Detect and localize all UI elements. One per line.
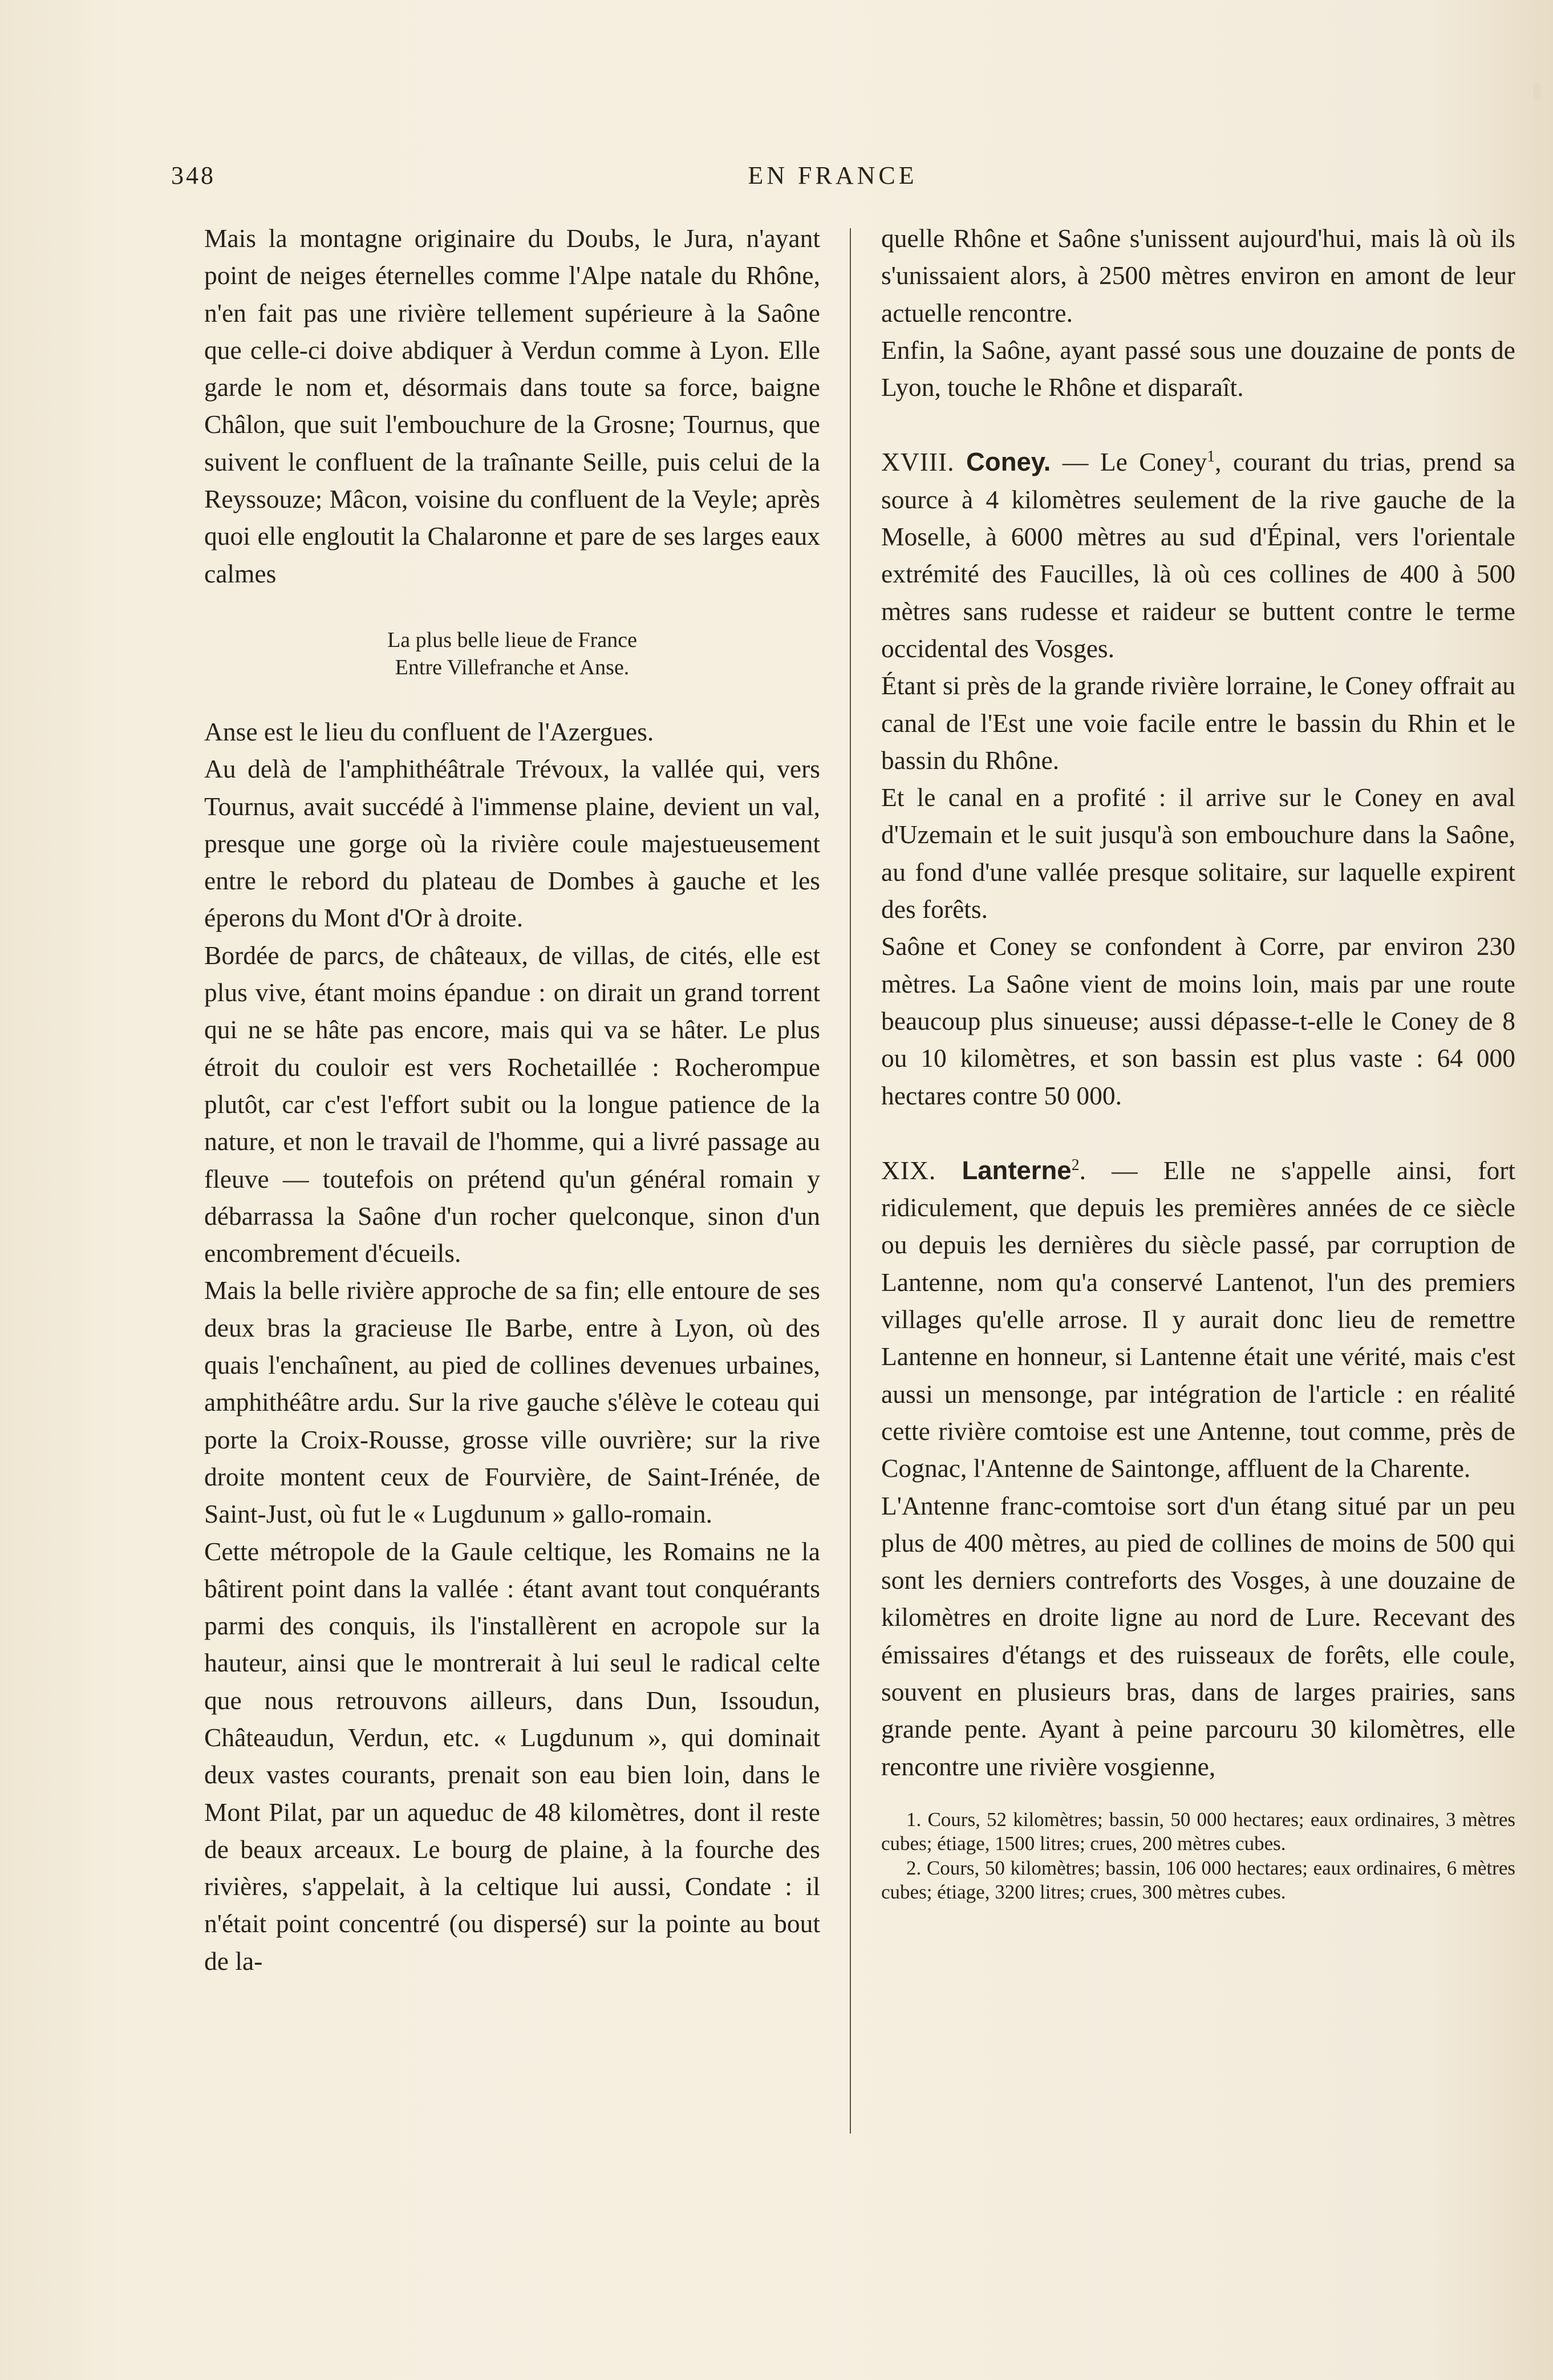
paper-mark [1533,83,1541,100]
section-number: XVIII. [881,447,955,477]
paragraph: Au delà de l'amphithéâtrale Trévoux, la vallée qui, vers Tournus, avait succédé à l'immense plaine, devient un val, presque une gorge où la rivière coule majestueusement entre le rebord du plateau de Dombes à gauche et les éperons du Mont d'Or à droite. [204,754,820,933]
footnotes [881,1808,1515,1905]
footnote: 1. Cours, 52 kilomètres; bassin, 50 000 hectares; eaux ordinaires, 3 mètres cubes; étiage, 1500 litres; crues, 200 mètres cubes. [881,1808,1515,1855]
column-divider [850,228,851,2134]
verse-quote [204,626,820,681]
left-column [204,220,820,1980]
paragraph: L'Antenne franc-comtoise sort d'un étang situé par un peu plus de 400 mètres, au pied de collines de moins de 500 qui sont les derniers contreforts des Vosges, à une douzaine de kilomètres en droite ligne au nord de Lure. Recevant des émissaires d'étangs et des ruisseaux de forêts, elle coule, souvent en plusieurs bras, dans de larges prairies, sans grande pente. Ayant à peine parcouru 30 kilomètres, elle rencontre une rivière vosgienne, [881,1491,1515,1781]
right-column [881,220,1515,1905]
page-header [171,161,1494,195]
paragraph: Enfin, la Saône, ayant passé sous une douzaine de ponts de Lyon, touche le Rhône et disparaît. [881,335,1515,402]
paragraph: quelle Rhône et Saône s'unissent aujourd'hui, mais là où ils s'unissaient alors, à 2500 mètres environ en amont de leur actuelle rencontre. [881,224,1515,327]
quote-line: Entre Villefranche et Anse. [395,655,630,679]
section-text: — Le Coney [1051,447,1207,477]
paragraph: Saône et Coney se confondent à Corre, par environ 230 mètres. La Saône vient de moins loin, mais par une route beaucoup plus sinueuse; aussi dépasse-t-elle le Coney de 8 ou 10 kilomètres, et son bassin est plus vaste : 64 000 hectares contre 50 000. [881,932,1515,1110]
footnote-ref: 1 [1207,448,1215,466]
paragraph: Et le canal en a profité : il arrive sur le Coney en aval d'Uzemain et le suit jusqu'à son embouchure dans la Saône, au fond d'une vallée presque solitaire, sur laquelle expirent des forêts. [881,783,1515,924]
page-number: 348 [171,161,216,189]
section-text: . — Elle ne s'appelle ainsi, fort ridiculement, que depuis les premières années de ce siècle ou depuis les dernières du siècle passé, par corruption de Lantenne, nom qu'a conservé Lantenot, l'un des premiers villages qu'elle arrose. Il y aurait donc lieu de remettre Lantenne en honneur, si Lantenne était une vérité, mais c'est aussi un mensonge, par intégration de l'article : en réalité cette rivière comtoise est une Antenne, tout comme, près de Cognac, l'Antenne de Saintonge, affluent de la Charente. [881,1155,1516,1483]
paragraph: Cette métropole de la Gaule celtique, les Romains ne la bâtirent point dans la vallée : étant avant tout conquérants parmi des conquis, ils l'installèrent en acropole sur la hauteur, ainsi que le montrerait à lui seul le radical celte que nous retrouvons ailleurs, dans Dun, Issoudun, Châteaudun, Verdun, etc. « Lugdunum », qui dominait deux vastes courants, prenait son eau bien loin, dans le Mont Pilat, par un aqueduc de 48 kilomètres, dont il reste de beaux arceaux. Le bourg de plaine, à la fourche des rivières, s'appelait, à la celtique lui aussi, Condate : il n'était point concentré (ou dispersé) sur la pointe au bout de la- [204,1536,820,1976]
paragraph: Bordée de parcs, de châteaux, de villas, de cités, elle est plus vive, étant moins épandue : on dirait un grand torrent qui ne se hâte pas encore, mais qui va se hâter. Le plus étroit du couloir est vers Rochetaillée : Rocherompue plutôt, car c'est l'effort subit ou la longue patience de la nature, et non le travail de l'homme, qui a livré passage au fleuve — toutefois on prétend qu'un général romain y débarrassa la Saône d'un rocher quelconque, sinon d'un encombrement d'écueils. [204,940,820,1268]
section-number: XIX. [881,1155,936,1185]
quote-line: La plus belle lieue de France [387,628,637,652]
running-head: EN FRANCE [748,161,918,189]
section-lanterne [881,1152,1515,1487]
paragraph: Mais la montagne originaire du Doubs, le Jura, n'ayant point de neiges éternelles comme l'Alpe natale du Rhône, n'en fait pas une rivière tellement supérieure à la Saône que celle-ci doive abdiquer à Verdun comme à Lyon. Elle garde le nom et, désormais dans toute sa force, baigne Châlon, que suit l'embouchure de la Grosne; Tournus, que suivent le confluent de la traînante Seille, puis celui de la Reyssouze; Mâcon, voisine du confluent de la Veyle; après quoi elle engloutit la Chalaronne et pare de ses larges eaux calmes [204,224,820,588]
footnote: 2. Cours, 50 kilomètres; bassin, 106 000 hectares; eaux ordinaires, 6 mètres cubes; étiage, 3200 litres; crues, 300 mètres cubes. [881,1856,1515,1904]
section-coney [881,443,1515,667]
section-title: Coney. [966,447,1051,477]
section-text: , courant du trias, prend sa source à 4 kilomètres seulement de la rive gauche de la Moselle, à 6000 mètres au sud d'Épinal, vers l'orientale extrémité des Faucilles, là où ces collines de 400 à 500 mètres sans rudesse et raideur se buttent contre le terme occidental des Vosges. [881,447,1515,663]
section-title: Lanterne [962,1155,1072,1185]
footnote-ref: 2 [1071,1156,1080,1174]
paragraph: Mais la belle rivière approche de sa fin; elle entoure de ses deux bras la gracieuse Ile Barbe, entre à Lyon, où des quais l'enchaînent, au pied de collines devenues urbaines, amphithéâtre ardu. Sur la rive gauche s'élève le coteau qui porte la Croix-Rousse, grosse ville ouvrière; sur la rive droite montent ceux de Fourvière, de Saint-Irénée, de Saint-Just, où fut le « Lugdunum » gallo-romain. [204,1276,820,1529]
section-spacer [881,406,1515,443]
paragraph: Étant si près de la grande rivière lorraine, le Coney offrait au canal de l'Est une voie facile entre le bassin du Rhin et le bassin du Rhône. [881,671,1515,775]
section-spacer [881,1114,1515,1152]
paragraph: Anse est le lieu du confluent de l'Azergues. [204,717,654,746]
